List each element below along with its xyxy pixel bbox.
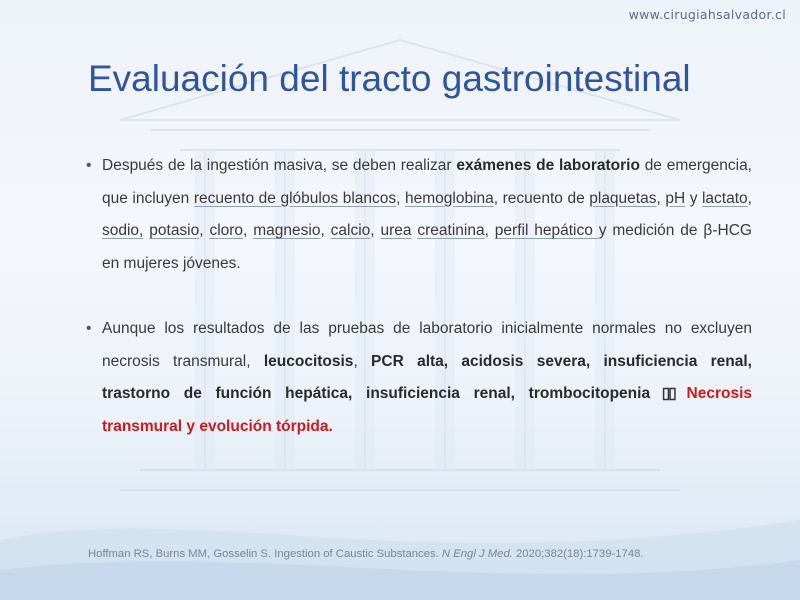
text-segment: y — [685, 189, 702, 207]
text-segment: y medición de β-HCG en mujeres jóvenes. — [102, 222, 752, 272]
text-segment: , — [656, 189, 666, 207]
underlined-term: hemoglobina — [405, 189, 494, 207]
text-segment: , — [243, 222, 254, 239]
website-url: www.cirugiahsalvador.cl — [628, 7, 786, 22]
underlined-term: lactato — [701, 189, 748, 207]
bold-term: PCR alta, acidosis severa, insuficiencia renal, trastorno de función hepática, insuficiencia renal, trombocitopenia — [102, 352, 752, 402]
bullet-item-laboratory — [86, 150, 752, 280]
bullet-list — [86, 150, 752, 443]
text-segment: de emergencia, que incluyen — [102, 157, 752, 207]
reference-details: 2020;382(18):1739-1748. — [512, 548, 644, 560]
text-segment: , — [353, 352, 372, 370]
text-segment: , recuento de — [493, 189, 590, 207]
underlined-term: urea — [380, 222, 412, 239]
bullet-item-results — [86, 313, 752, 443]
highlight-conclusion: Necrosis transmural y evolución tórpida. — [102, 385, 752, 435]
text-segment: , — [484, 222, 495, 239]
slide-title: Evaluación del tracto gastrointestinal — [88, 58, 691, 99]
text-segment: , — [747, 189, 752, 207]
underlined-term: creatinina — [417, 222, 485, 239]
text-segment: , — [370, 222, 381, 239]
bold-term: exámenes de laboratorio — [456, 157, 640, 174]
arrow-icon: ▯▯ — [650, 385, 687, 402]
underlined-term: pH — [665, 189, 686, 207]
underlined-term: plaquetas — [589, 189, 657, 207]
bold-term: leucocitosis — [263, 352, 354, 370]
text-segment: Aunque los resultados de las pruebas de laboratorio inicialmente normales no excluyen necrosis transmural, — [102, 320, 752, 370]
underlined-term: potasio — [149, 222, 200, 239]
text-segment: , — [320, 222, 331, 239]
reference-authors: Hoffman RS, Burns MM, Gosselin S. Ingestion of Caustic Substances. — [88, 548, 442, 560]
bullet-dot-icon: • — [86, 157, 92, 174]
text-segment: , — [199, 222, 210, 239]
bottom-wave-decoration — [0, 480, 800, 600]
bullet-dot-icon: • — [86, 320, 92, 337]
underlined-term: magnesio — [253, 222, 321, 239]
text-segment: Después de la ingestión masiva, se deben realizar — [102, 157, 457, 174]
text-segment: , — [396, 189, 405, 207]
underlined-term: recuento de glóbulos blancos — [193, 189, 397, 207]
underlined-term: sodio, — [102, 222, 144, 239]
underlined-term: calcio — [330, 222, 371, 239]
reference-citation — [88, 548, 644, 560]
underlined-term: perfil hepático — [494, 222, 599, 239]
underlined-term: cloro — [209, 222, 244, 239]
reference-journal: N Engl J Med. — [441, 548, 513, 560]
